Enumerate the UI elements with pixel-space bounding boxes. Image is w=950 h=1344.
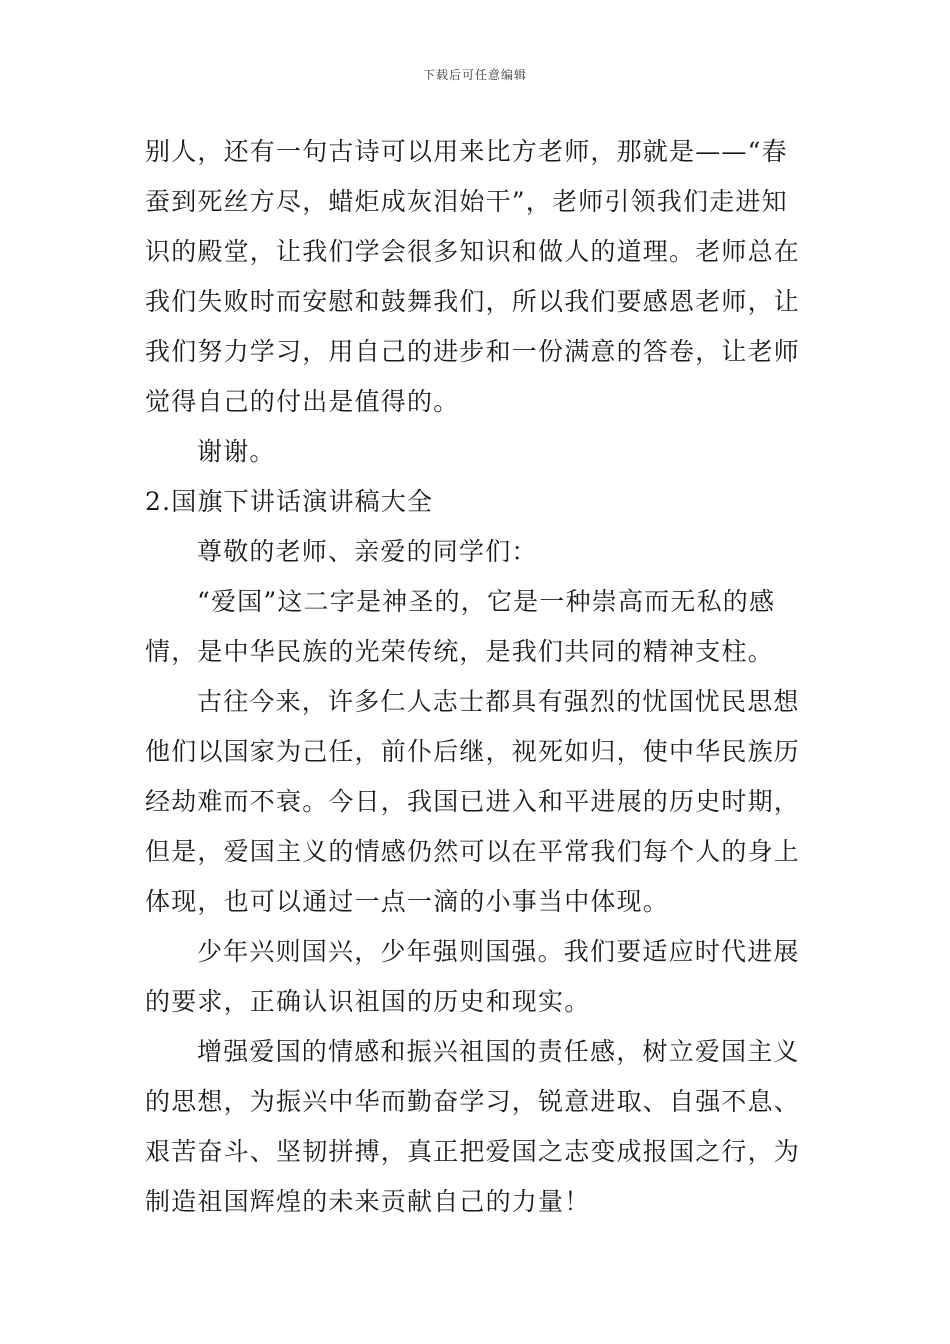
text-line: 我们努力学习，用自己的进步和一份满意的答卷，让老师 (145, 337, 801, 366)
text-line: 的要求，正确认识祖国的历史和现实。 (145, 987, 591, 1016)
text-line: 尊敬的老师、亲爱的同学们： (197, 537, 538, 566)
text-line: 别人，还有一句古诗可以用来比方老师，那就是——“春 (145, 137, 788, 166)
paragraph-salutation (145, 527, 810, 577)
text-line: 识的殿堂，让我们学会很多知识和做人的道理。老师总在 (145, 237, 801, 266)
text-line: 谢谢。 (197, 437, 276, 466)
text-line: 少年兴则国兴，少年强则国强。我们要适应时代进展 (197, 937, 800, 966)
section-heading (145, 477, 810, 527)
text-line: “爱国”这二字是神圣的，它是一种崇高而无私的感 (197, 587, 776, 616)
text-line: 艰苦奋斗、坚韧拼搏，真正把爱国之志变成报国之行，为 (145, 1137, 801, 1166)
text-line: 古往今来，许多仁人志士都具有强烈的忧国忧民思想 (197, 687, 800, 716)
text-line: 增强爱国的情感和振兴祖国的责任感，树立爱国主义 (197, 1037, 800, 1066)
text-line: 经劫难而不衰。今日，我国已进入和平进展的历史时期， (145, 787, 801, 816)
text-line: 他们以国家为己任，前仆后继，视死如归，使中华民族历 (145, 737, 801, 766)
paragraph-responsibility (145, 1027, 810, 1227)
text-line: 我们失败时而安慰和鼓舞我们，所以我们要感恩老师，让 (145, 287, 801, 316)
page-header: 下载后可任意编辑 (422, 68, 527, 82)
section-title: 2.国旗下讲话演讲稿大全 (145, 487, 434, 516)
text-line: 制造祖国辉煌的未来贡献自己的力量！ (145, 1187, 591, 1216)
text-line: 体现，也可以通过一点一滴的小事当中体现。 (145, 887, 670, 916)
paragraph-youth (145, 927, 810, 1027)
text-line: 的思想，为振兴中华而勤奋学习，锐意进取、自强不息、 (145, 1087, 801, 1116)
paragraph-thanks (145, 427, 810, 477)
paragraph-closing-remarks (145, 127, 810, 427)
text-line: 觉得自己的付出是值得的。 (145, 387, 460, 416)
paragraph-patriotism (145, 577, 810, 677)
document-body (145, 127, 810, 1227)
text-line: 情，是中华民族的光荣传统，是我们共同的精神支柱。 (145, 637, 774, 666)
paragraph-history (145, 677, 810, 927)
text-line: 但是，爱国主义的情感仍然可以在平常我们每个人的身上 (145, 837, 801, 866)
text-line: 蚕到死丝方尽，蜡炬成灰泪始干”，老师引领我们走进知 (145, 187, 788, 216)
